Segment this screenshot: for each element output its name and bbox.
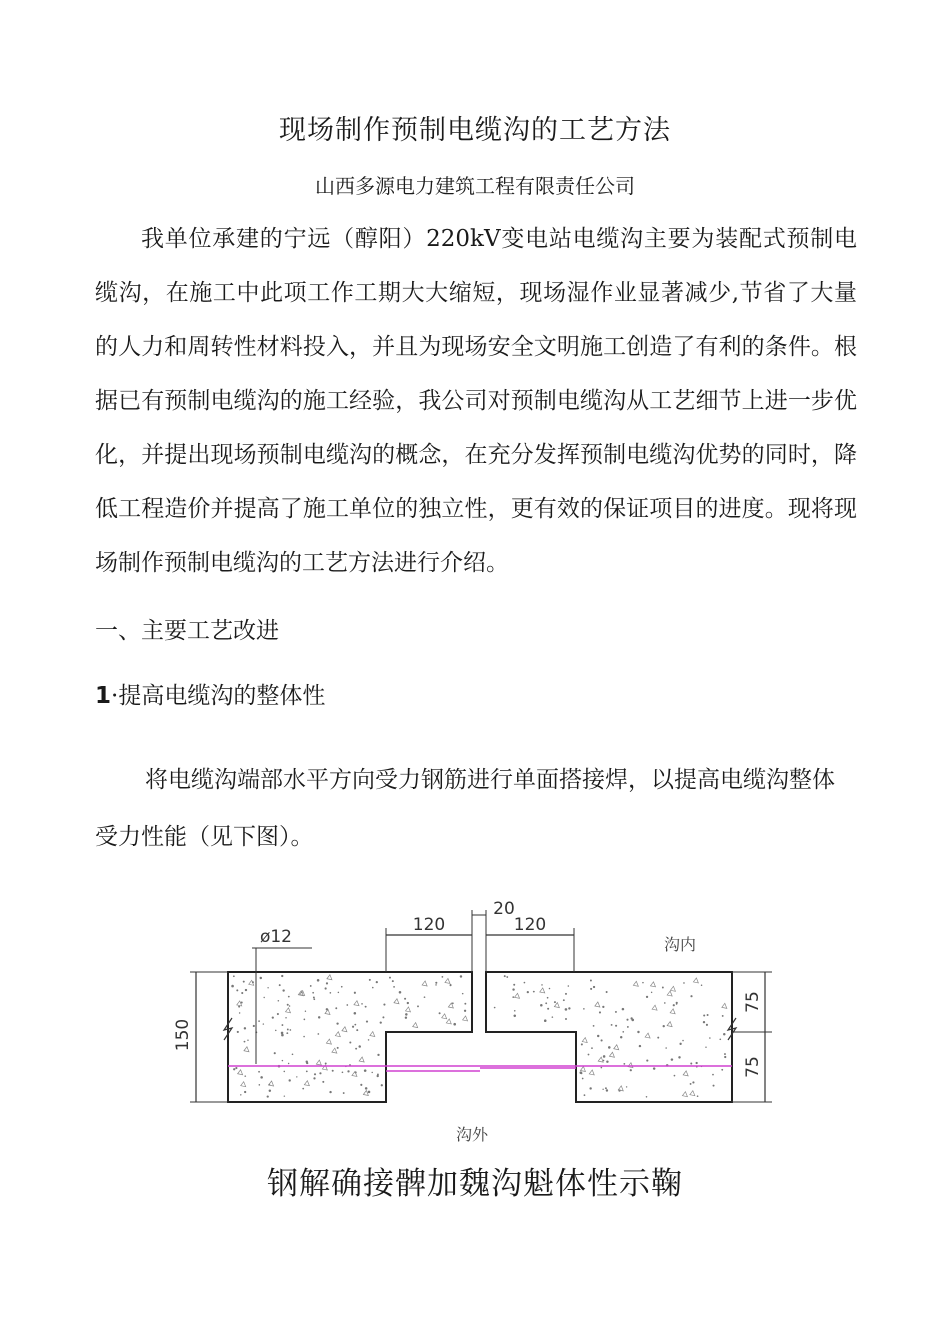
subsection-title: ·提高电缆沟的整体性: [111, 683, 326, 709]
dim-label-75-top: 75: [743, 991, 763, 1013]
right-precast-block: [486, 972, 732, 1102]
dim-label-20: 20: [493, 899, 515, 919]
joint-section-drawing: [173, 890, 790, 1160]
inside-label: 沟内: [663, 935, 697, 954]
dim-label-150: 150: [173, 1018, 193, 1052]
subsection-heading: [95, 677, 325, 710]
outside-label: 沟外: [455, 1125, 489, 1144]
left-precast-block: [228, 972, 472, 1102]
dim-label-75-bottom: 75: [743, 1056, 763, 1078]
dim-label-120-right: 120: [513, 915, 547, 935]
body-paragraph: 将电缆沟端部水平方向受力钢筋进行单面搭接焊，以提高电缆沟整体受力性能（见下图）。: [95, 767, 835, 850]
cable-trench-joint-figure: [173, 890, 790, 1164]
intro-paragraph: 我单位承建的宁远（醇阳）220kV变电站电缆沟主要为装配式预制电缆沟，在施工中此项工作工期大大缩短，现场湿作业显著减少,节省了大量的人力和周转性材料投入，并且为现场安全文明施工创造了有利的条件。根据已有预制电缆沟的施工经验，我公司对预制电缆沟从工艺细节上进一步优化，并提出现场预制电缆沟的概念，在充分发挥预制电缆沟优势的同时，降低工程造价并提高了施工单位的独立性，更有效的保证项目的进度。现将现场制作预制电缆沟的工艺方法进行介绍。: [95, 226, 857, 576]
company-name: 山西多源电力建筑工程有限责任公司: [315, 174, 635, 198]
document-title: 现场制作预制电缆沟的工艺方法: [279, 115, 671, 146]
dim-label-120-left: 120: [412, 915, 446, 935]
rebar-label: ø12: [259, 927, 293, 947]
concrete-hatching: [231, 975, 727, 1098]
figure-caption: 钢解确接髀加魏沟魁体性示鞠: [267, 1166, 683, 1202]
subsection-number: 1: [95, 683, 112, 709]
section-heading: 一、主要工艺改进: [95, 618, 279, 644]
